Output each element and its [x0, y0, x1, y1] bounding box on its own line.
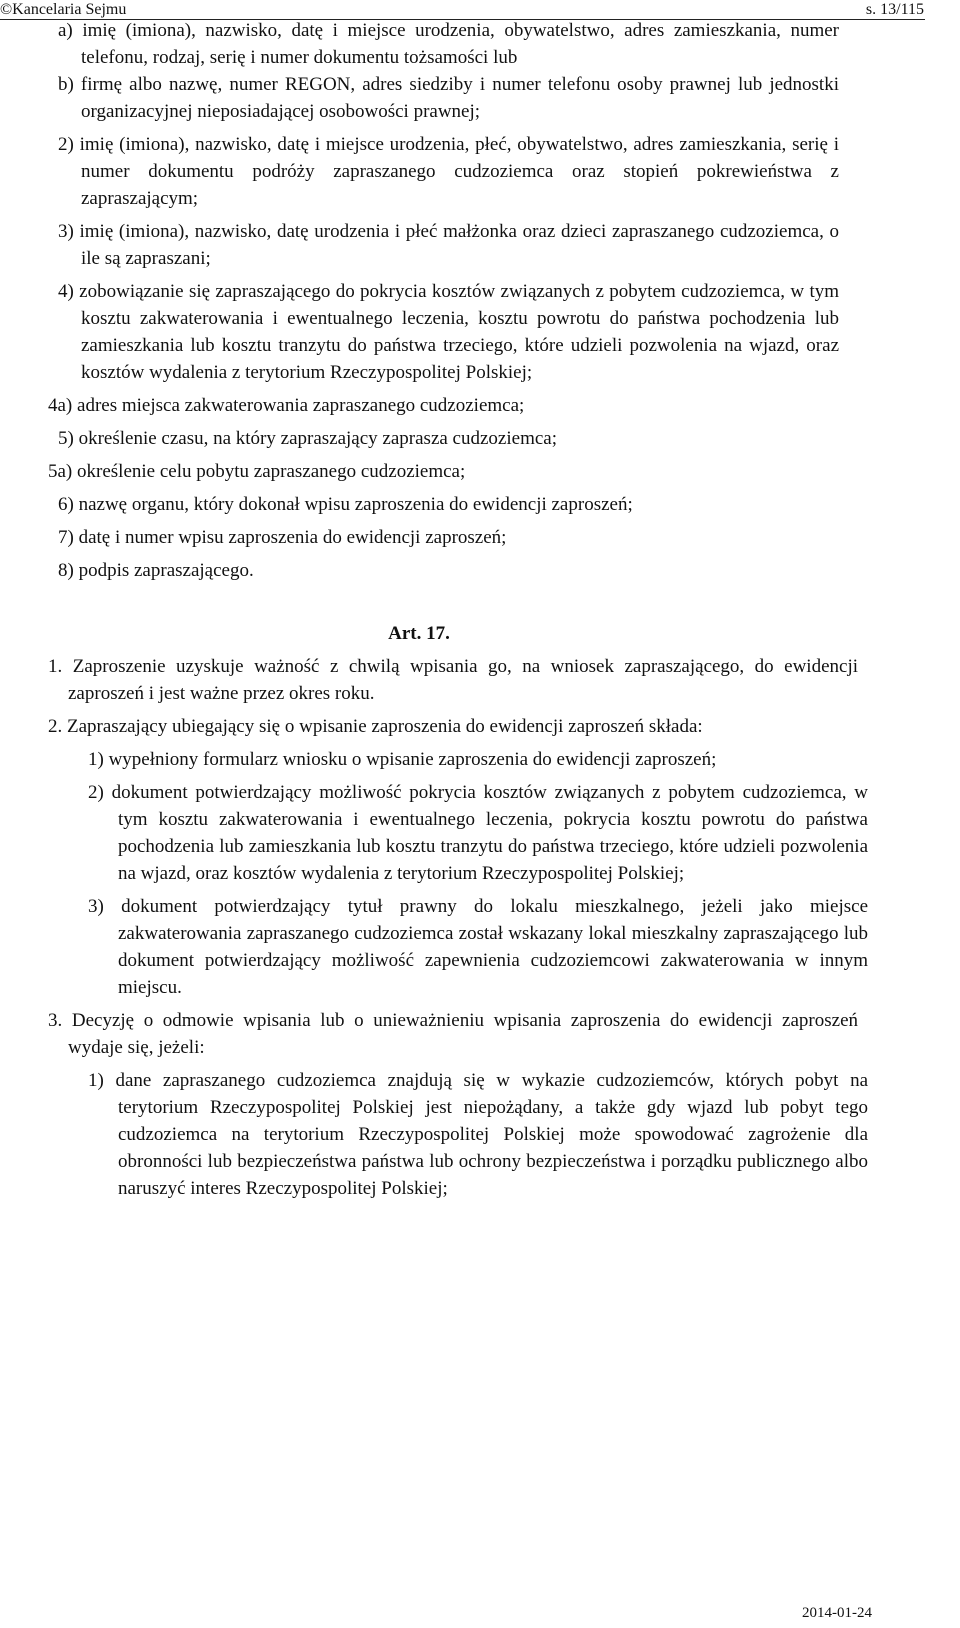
page-number: s. 13/115: [865, 1, 924, 18]
list-item-5: 5) określenie czasu, na który zapraszający zaprasza cudzoziemca;: [58, 428, 557, 449]
list-item-6: 6) nazwę organu, który dokonał wpisu zaproszenia do ewidencji zaproszeń;: [58, 494, 633, 515]
article-point-2-2: 2) dokument potwierdzający możliwość pokrycia kosztów związanych z pobytem cudzoziemca, w tym kosztu zakwaterowania i ewentualnego leczenia, pokrycia kosztu powrotu do państwa pochodzenia lub zamieszkania lub kosztu tranzytu do państwa trzeciego, które udzieli pozwolenia na wjazd, oraz kosztów wydalenia z terytorium Rzeczypospolitej Polskiej;: [88, 782, 869, 884]
list-item-b: b) firmę albo nazwę, numer REGON, adres siedziby i numer telefonu osoby prawnej lub jednostki organizacyjnej nieposiadającej osobowości prawnej;: [58, 74, 839, 122]
document-date: 2014-01-24: [802, 1605, 872, 1621]
list-item-4a: 4a) adres miejsca zakwaterowania zapraszanego cudzoziemca;: [48, 395, 525, 416]
list-item-4: 4) zobowiązanie się zapraszającego do pokrycia kosztów związanych z pobytem cudzoziemca, w tym kosztu zakwaterowania i ewentualnego leczenia, kosztu powrotu do państwa pochodzenia lub zamieszkania lub kosztu tranzytu do państwa trzeciego, które udzieli pozwolenia na wjazd, oraz kosztów wydalenia z terytorium Rzeczypospolitej Polskiej;: [58, 281, 839, 383]
article-paragraph-2: 2. Zapraszający ubiegający się o wpisanie zaproszenia do ewidencji zaproszeń składa:: [48, 716, 703, 737]
article-paragraph-1: 1. Zaproszenie uzyskuje ważność z chwilą wpisania go, na wniosek zapraszającego, do ewidencji zaproszeń i jest ważne przez okres roku.: [48, 656, 858, 704]
article-paragraph-3: 3. Decyzję o odmowie wpisania lub o unieważnieniu wpisania zaproszenia do ewidencji zaproszeń wydaje się, jeżeli:: [48, 1010, 859, 1058]
copyright-label: ©Kancelaria Sejmu: [0, 1, 127, 18]
list-item-8: 8) podpis zapraszającego.: [58, 560, 254, 581]
document-body: [0, 17, 960, 1202]
list-item-2: 2) imię (imiona), nazwisko, datę i miejsce urodzenia, płeć, obywatelstwo, adres zamieszkania, serię i numer dokumentu podróży zapraszanego cudzoziemca oraz stopień pokrewieństwa z zapraszającym;: [58, 134, 839, 209]
list-item-a: a) imię (imiona), nazwisko, datę i miejsce urodzenia, obywatelstwo, adres zamieszkania, numer telefonu, rodzaj, serię i numer dokumentu tożsamości lub: [58, 20, 839, 68]
list-item-3: 3) imię (imiona), nazwisko, datę urodzenia i płeć małżonka oraz dzieci zapraszanego cudzoziemca, o ile są zapraszani;: [58, 221, 840, 269]
article-point-2-3: 3) dokument potwierdzający tytuł prawny do lokalu mieszkalnego, jeżeli jako miejsce zakwaterowania zapraszanego cudzoziemca został wskazany lokal mieszkalny zapraszającego lub dokument potwierdzający możliwość zapewnienia cudzoziemcowi zakwaterowania w innym miejscu.: [88, 896, 868, 998]
list-item-5a: 5a) określenie celu pobytu zapraszanego cudzoziemca;: [48, 461, 466, 482]
article-point-3-1: 1) dane zapraszanego cudzoziemca znajdują się w wykazie cudzoziemców, których pobyt na terytorium Rzeczypospolitej Polskiej jest niepożądany, a także gdy wjazd lub pobyt tego cudzoziemca na terytorium Rzeczypospolitej Polskiej może spowodować zagrożenie dla obronności lub bezpieczeństwa państwa lub ochrony bezpieczeństwa i porządku publicznego albo naruszyć interes Rzeczypospolitej Polskiej;: [88, 1070, 868, 1199]
list-item-7: 7) datę i numer wpisu zaproszenia do ewidencji zaproszeń;: [58, 527, 507, 548]
article-title: Art. 17.: [388, 623, 450, 644]
article-point-2-1: 1) wypełniony formularz wniosku o wpisanie zaproszenia do ewidencji zaproszeń;: [88, 749, 717, 770]
